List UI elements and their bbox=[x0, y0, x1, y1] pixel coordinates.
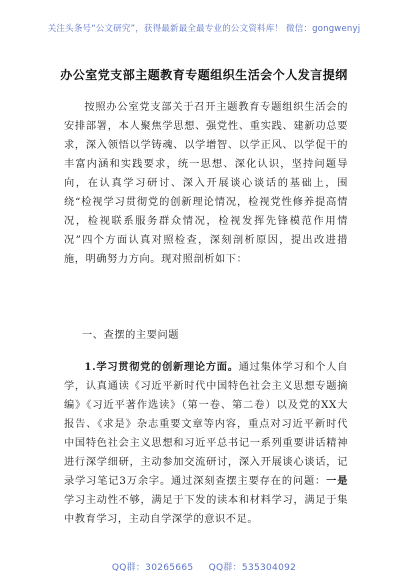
promo-banner: 关注头条号“公文研究”，获得最新最全最专业的公文资料库！ 微信：gongwenyj bbox=[47, 24, 361, 34]
item1-body-a: 通过集体学习和个人自学，认真通读《习近平新时代中国特色社会主义思想专题摘编》《习近平著作选读》（第一卷、第二卷）以及党的XX大报告、《求是》杂志重要文章等内容，重点对习近平新时代中国特色社会主义思想和习近平总书记一系列重要讲话精神进行深学细研，主动参加交流研讨，深入开展谈心谈话，记录学习笔记3万余字。通过深刻查摆主要存在的问题： bbox=[64, 362, 348, 487]
footer-contacts bbox=[0, 560, 408, 573]
intro-paragraph: 按照办公室党支部关于召开主题教育专题组织生活会的安排部署，本人聚焦学思想、强党性、重实践、建新功总要求，深入领悟以学铸魂、以学增智、以学正风、以学促干的丰富内涵和实践要求，统一思想、深化认识，坚持问题导向，在认真学习研讨、深入开展谈心谈话的基础上，围绕“检视学习贯彻党的创新理论情况，检视党性修养提高情况，检视联系服务群众情况，检视发挥先锋模范作用情况”四个方面认真对照检查，深刻剖析原因，提出改进措施，明确努力方向。现对照剖析如下： bbox=[64, 102, 348, 265]
footer-qq-2: QQ群：535304092 bbox=[208, 563, 297, 573]
page-title: 办公室党支部主题教育专题组织生活会个人发言提纲 bbox=[60, 68, 348, 82]
item1-paragraph bbox=[64, 358, 348, 529]
item1-point-lead: 一是 bbox=[326, 475, 348, 487]
section-heading: 一、查摆的主要问题 bbox=[82, 330, 180, 341]
footer-qq-1: QQ群：30265665 bbox=[111, 563, 194, 573]
item1-body-b: 学习主动性不够，满足于下发的读本和材料学习，满足于集中教育学习，主动自学深学的意识不足。 bbox=[64, 495, 348, 525]
item1-lead: 1.学习贯彻党的创新理论方面。 bbox=[84, 361, 239, 373]
